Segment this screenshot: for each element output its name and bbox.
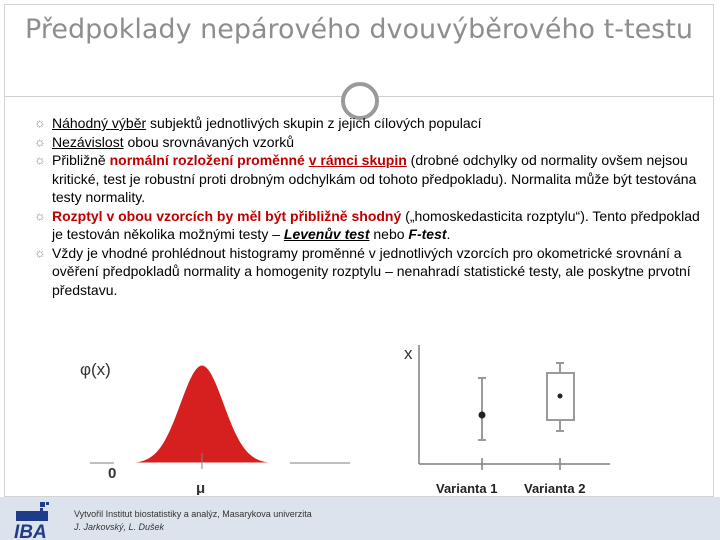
bullet-text: .	[446, 226, 451, 242]
bullet-text: Vždy je vhodné prohlédnout histogramy proměnné v jednotlivých vzorcích pro okometrické srovnání a ověření předpokladů normality a homogenity rozptylu – nenahradí statistické testy, ale poskytne prvotní představu.	[52, 244, 691, 298]
bullet-text: F-test	[408, 226, 447, 242]
bullet-text: subjektů jednotlivých skupin z jejich cílových populací	[146, 115, 482, 131]
bullet-item	[34, 207, 700, 244]
footer-authors: J. Jarkovský, L. Dušek	[74, 522, 165, 532]
slide-title: Předpoklady nepárového dvouvýběrového t-testu	[25, 14, 693, 45]
zero-label: 0	[108, 465, 117, 482]
bullet-text: Přibližně	[52, 152, 110, 168]
bullet-text: v rámci skupin	[308, 152, 407, 168]
bullet-item	[34, 151, 700, 207]
mu-label: μ	[196, 480, 206, 495]
bullet-item	[34, 244, 700, 300]
bullet-sun-icon: ☼	[34, 133, 46, 149]
variant-1-whisker	[478, 378, 486, 440]
normal-distribution-figure	[60, 335, 360, 495]
bullet-item	[34, 133, 700, 152]
bullet-text: (drobné odchylky od normality ovšem nejsou kritické, test je robustní proti drobným odchylkám od tohoto předpokladu). Normalita může být testována testy normality.	[52, 152, 697, 205]
boxplot-figure	[400, 340, 620, 500]
bullet-text: Levenův test	[283, 226, 370, 242]
bullet-text: Náhodný výběr	[52, 115, 147, 131]
phi-x-label: φ(x)	[80, 360, 111, 379]
variant-1-mean-dot	[479, 412, 486, 419]
bullet-text: („homoskedasticita rozptylu“). Tento předpoklad je testován několika možnými testy –	[52, 207, 700, 242]
bullet-sun-icon: ☼	[34, 244, 46, 260]
bullet-sun-icon: ☼	[34, 152, 46, 167]
footer-institute: Vytvořil Institut biostatistiky a analýz, Masarykova univerzita	[74, 509, 312, 519]
bullet-list	[34, 114, 700, 299]
normal-curve-area	[114, 365, 290, 463]
bullet-text: Rozptyl v obou vzorcích by měl být přibližně shodný	[52, 207, 402, 224]
iba-logo-text: IBA	[14, 522, 47, 540]
variant-2-label: Varianta 2	[524, 481, 586, 496]
bullet-text: Nezávislost	[52, 133, 124, 150]
bullet-sun-icon: ☼	[34, 207, 46, 223]
bullet-item	[34, 114, 700, 133]
bullet-sun-icon: ☼	[34, 115, 46, 130]
bullet-text: nebo	[369, 226, 409, 242]
variant-2-mean-dot	[558, 394, 563, 399]
iba-logo	[6, 497, 58, 540]
bullet-text: normální rozložení proměnné	[109, 152, 309, 168]
variant-1-label: Varianta 1	[436, 481, 498, 496]
x-label: x	[404, 344, 413, 363]
bullet-text: obou srovnávaných vzorků	[123, 133, 295, 150]
